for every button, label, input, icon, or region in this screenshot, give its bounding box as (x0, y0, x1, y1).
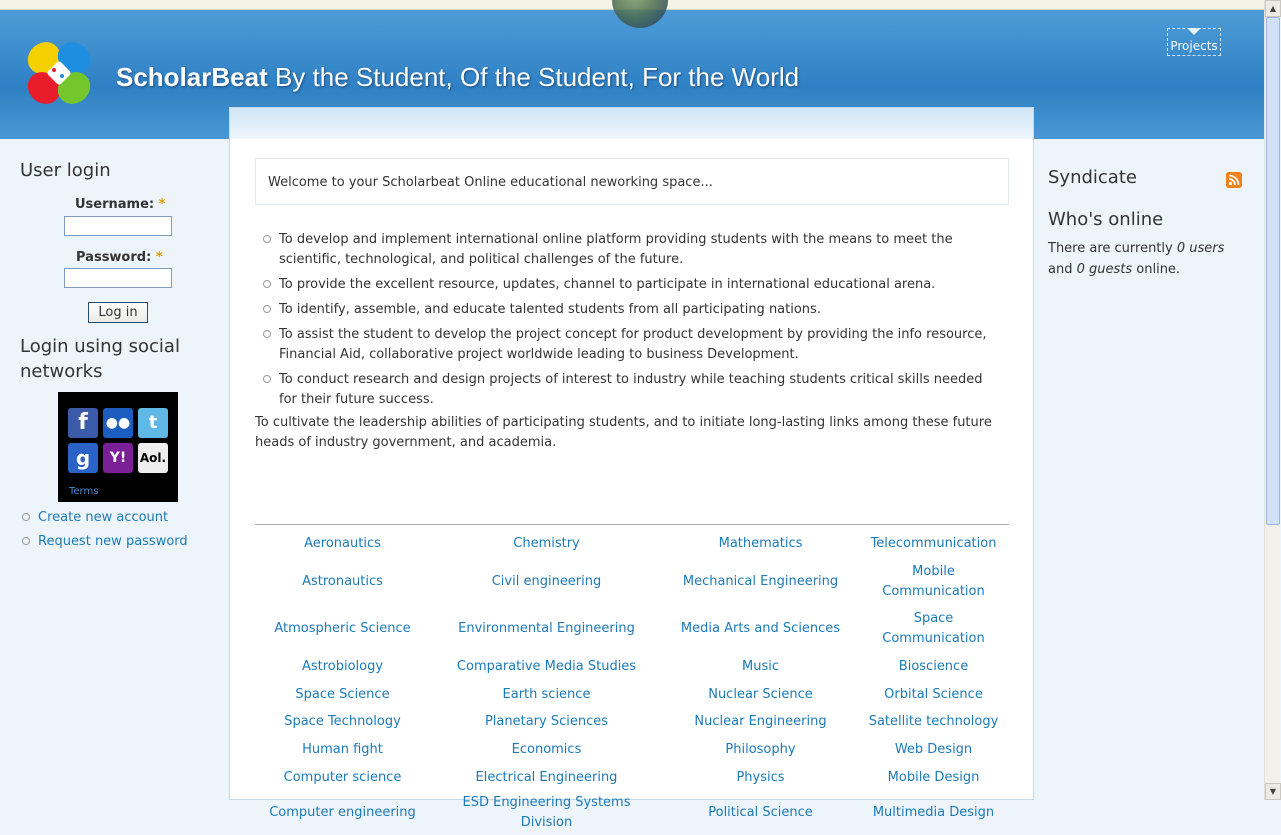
scholarbeat-logo[interactable] (22, 36, 96, 110)
password-label: Password: * (76, 250, 163, 265)
subject-link[interactable]: Telecommunication (870, 535, 997, 551)
subject-link[interactable]: Economics (511, 742, 582, 757)
scrollbar-thumb[interactable] (1266, 17, 1280, 525)
goal-item: To develop and implement international online platform providing students with the means to meet the scientific, technological, and political challenges of the future. (262, 230, 1002, 270)
divider (255, 524, 1009, 525)
table-row (255, 764, 1009, 791)
site-slogan: By the Student, Of the Student, For the World (267, 62, 800, 92)
subject-link[interactable]: Media Arts and Sciences (680, 621, 841, 636)
subject-link[interactable]: ESD Engineering Systems Division (462, 795, 631, 830)
subject-link[interactable]: Computer science (283, 769, 402, 785)
syndicate-title: Syndicate (1048, 167, 1137, 188)
subject-link[interactable]: Comparative Media Studies (456, 659, 637, 674)
subject-link[interactable]: Aeronautics (304, 535, 381, 551)
required-marker: * (155, 250, 163, 265)
table-row (255, 653, 1009, 681)
mission-statement: To cultivate the leadership abilities of participating students, and to initiate long-lasting links among these future heads of industry government, and academia. (255, 415, 992, 450)
online-status-text: There are currently 0 users and 0 guests online. (1048, 241, 1225, 277)
rss-feed-icon[interactable] (1226, 172, 1242, 188)
subject-link[interactable]: Philosophy (725, 742, 796, 757)
twitter-icon[interactable]: t (138, 408, 168, 438)
google-icon[interactable]: g (68, 443, 98, 473)
subject-link[interactable]: Atmospheric Science (274, 621, 411, 636)
subject-link[interactable]: Music (742, 659, 779, 674)
goal-item: To assist the student to develop the project concept for product development by providing the info resource, Financial Aid, collaborative project worldwide leading to business Development. (262, 325, 1002, 365)
subject-link[interactable]: Orbital Science (884, 686, 983, 702)
table-row (255, 559, 1009, 605)
subject-link[interactable]: Chemistry (513, 535, 580, 551)
whos-online-title: Who's online (1048, 209, 1164, 230)
yahoo-icon[interactable]: Y! (103, 443, 133, 473)
scroll-up-icon[interactable]: ▲ (1265, 0, 1281, 17)
scroll-down-icon[interactable]: ▼ (1265, 783, 1281, 800)
subject-link[interactable]: Physics (736, 769, 785, 785)
projects-tab[interactable] (1167, 28, 1221, 56)
log-in-button[interactable]: Log in (88, 302, 148, 323)
table-row (255, 681, 1009, 708)
username-input[interactable] (64, 216, 172, 236)
terms-link[interactable]: Terms (69, 486, 99, 497)
table-row (255, 736, 1009, 764)
caret-down-icon (1187, 28, 1201, 35)
subject-link[interactable]: Earth science (502, 686, 591, 702)
site-title[interactable] (116, 62, 799, 93)
subject-link[interactable]: Space Science (295, 686, 390, 702)
goal-item: To identify, assemble, and educate talented students from all participating nations. (262, 300, 1002, 320)
projects-tab-label: Projects (1170, 39, 1218, 53)
create-account-link[interactable]: Create new account (22, 509, 188, 527)
main-content (229, 107, 1034, 830)
subject-link[interactable]: Computer engineering (269, 805, 416, 820)
subject-link[interactable]: Mobile Design (887, 769, 980, 785)
user-count: 0 users (1176, 241, 1225, 256)
table-row (255, 708, 1009, 736)
facebook-icon[interactable]: f (68, 408, 98, 438)
site-name: ScholarBeat (116, 62, 268, 92)
subject-link[interactable]: Nuclear Science (708, 686, 813, 702)
subject-link[interactable]: Multimedia Design (872, 805, 995, 820)
account-links (22, 509, 188, 557)
subject-link[interactable]: Mathematics (718, 535, 803, 551)
subject-link[interactable]: Astronautics (302, 574, 383, 589)
goals-list (262, 230, 1002, 415)
table-row (255, 605, 1009, 653)
content-top-bar (230, 108, 1033, 139)
goal-item: To conduct research and design projects of interest to industry while teaching students critical skills needed for their future success. (262, 370, 1002, 410)
subject-link[interactable]: Civil engineering (491, 574, 602, 589)
subject-link[interactable]: Nuclear Engineering (694, 714, 827, 729)
myspace-icon[interactable]: ●● (103, 408, 133, 438)
user-login-title: User login (20, 160, 111, 181)
subject-link[interactable]: Electrical Engineering (475, 769, 618, 785)
subject-link[interactable]: Human fight (302, 742, 383, 757)
goal-item: To provide the excellent resource, updates, channel to participate in international educational arena. (262, 275, 1002, 295)
request-password-link[interactable]: Request new password (22, 533, 188, 551)
welcome-message: Welcome to your Scholarbeat Online educational neworking space... (255, 158, 1009, 205)
subject-link[interactable]: Space Technology (284, 714, 401, 729)
subject-link[interactable]: Mechanical Engineering (682, 574, 839, 589)
aol-icon[interactable]: Aol. (138, 443, 168, 473)
password-input[interactable] (64, 268, 172, 288)
subject-link[interactable]: Political Science (708, 805, 813, 820)
subject-link[interactable]: Astrobiology (301, 659, 384, 674)
social-login-title: Login using social networks (20, 336, 180, 382)
subject-link[interactable]: Web Design (894, 742, 973, 757)
subject-link[interactable]: Planetary Sciences (484, 714, 609, 729)
guest-count: 0 guests (1076, 262, 1133, 277)
table-row (255, 528, 1009, 559)
username-label: Username: * (75, 197, 166, 212)
table-row (255, 791, 1009, 835)
subject-link[interactable]: Environmental Engineering (458, 621, 635, 636)
subject-link[interactable]: Mobile Communication (882, 564, 985, 599)
subject-link[interactable]: Space Communication (882, 611, 985, 646)
subjects-table (255, 528, 1009, 835)
vertical-scrollbar[interactable] (1264, 0, 1280, 800)
social-login-widget (58, 392, 178, 502)
subject-link[interactable]: Satellite technology (868, 714, 999, 729)
subject-link[interactable]: Bioscience (898, 659, 969, 674)
required-marker: * (158, 197, 166, 212)
